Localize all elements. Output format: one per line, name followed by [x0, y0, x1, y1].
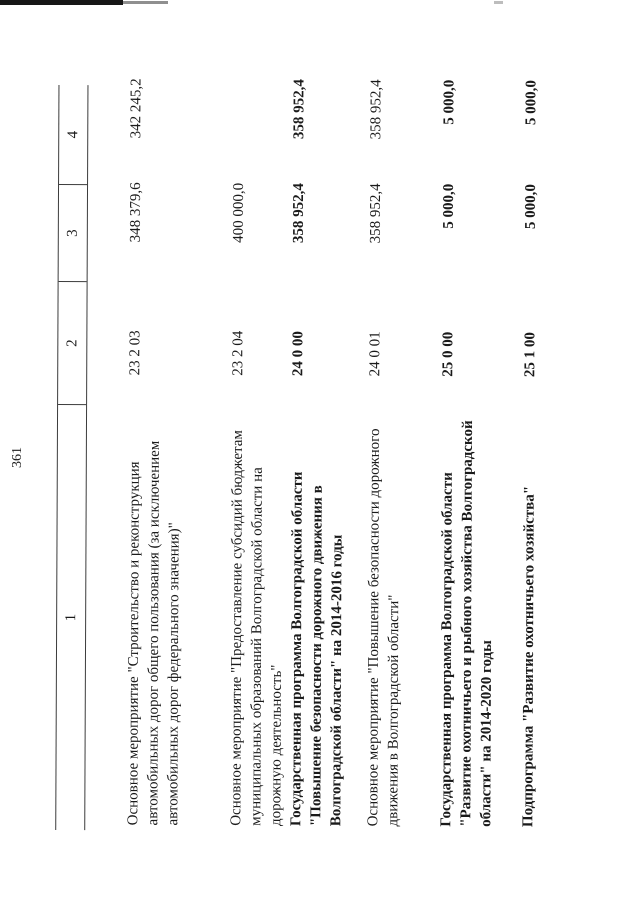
rotated-table-canvas	[55, 70, 579, 882]
row-name-cell: Государственная программа Волгоградской области "Повышение безопасности дорожного движения в Волгоградской области" на 2014-2016 годы	[288, 471, 346, 827]
row-name-cell: Основное мероприятие "Предоставление субсидий бюджетам муниципальных образований Волгоградской области на дорожную деятельность"	[228, 430, 285, 826]
row-amount-col3-cell: 5 000,0	[522, 184, 540, 230]
table-header-cell-3: 3	[59, 185, 87, 282]
table-header-cell-4: 4	[59, 85, 87, 185]
row-code-cell: 23 2 03	[127, 330, 144, 376]
row-code-cell: 24 0 00	[290, 331, 307, 377]
scan-artifact-tick	[494, 1, 503, 4]
table-header-row	[55, 85, 88, 830]
row-name-cell: Основное мероприятие "Повышение безопасности дорожного движения в Волгоградской области"	[365, 428, 403, 827]
row-amount-col4-cell: 5 000,0	[441, 79, 458, 125]
row-amount-col4-cell: 358 952,4	[291, 79, 308, 140]
row-name-cell: Основное мероприятие "Строительство и реконструкция автомобильных дорог общего пользования (за исключением автомобильных дорог федерального значения)"	[125, 440, 183, 826]
table-row	[436, 72, 496, 882]
row-amount-col3-cell: 400 000,0	[230, 182, 248, 243]
row-name-cell: Подпрограмма "Развитие охотничьего хозяйства"	[520, 485, 538, 828]
row-amount-col3-cell: 5 000,0	[440, 183, 458, 229]
row-name-cell: Государственная программа Волгоградской области "Развитие охотничьего и рыбного хозяйства Волгоградской области" на 2014-2020 годы	[438, 420, 496, 827]
row-amount-col3-cell: 348 379,6	[127, 182, 145, 243]
row-amount-col4-cell: 358 952,4	[368, 79, 385, 140]
page-number: 361	[10, 447, 25, 468]
scan-artifact-dark-bar	[0, 0, 123, 5]
row-code-cell: 25 1 00	[522, 332, 539, 378]
table-row	[123, 70, 183, 880]
table-header-cell-2: 2	[58, 282, 87, 405]
row-code-cell: 23 2 04	[230, 330, 247, 376]
table-row	[363, 71, 403, 881]
table-header-cell-1: 1	[63, 613, 80, 622]
row-code-cell: 24 0 01	[367, 331, 384, 377]
scan-artifact-gray-bar	[123, 1, 168, 4]
row-amount-col4-cell: 342 245,2	[128, 78, 145, 139]
table-row	[226, 71, 285, 881]
table-row	[518, 72, 540, 882]
row-amount-col4-cell: 5 000,0	[523, 80, 540, 126]
row-code-cell: 25 0 00	[440, 331, 457, 377]
row-amount-col3-cell: 358 952,4	[290, 183, 308, 244]
row-amount-col3-cell: 358 952,4	[367, 183, 385, 244]
